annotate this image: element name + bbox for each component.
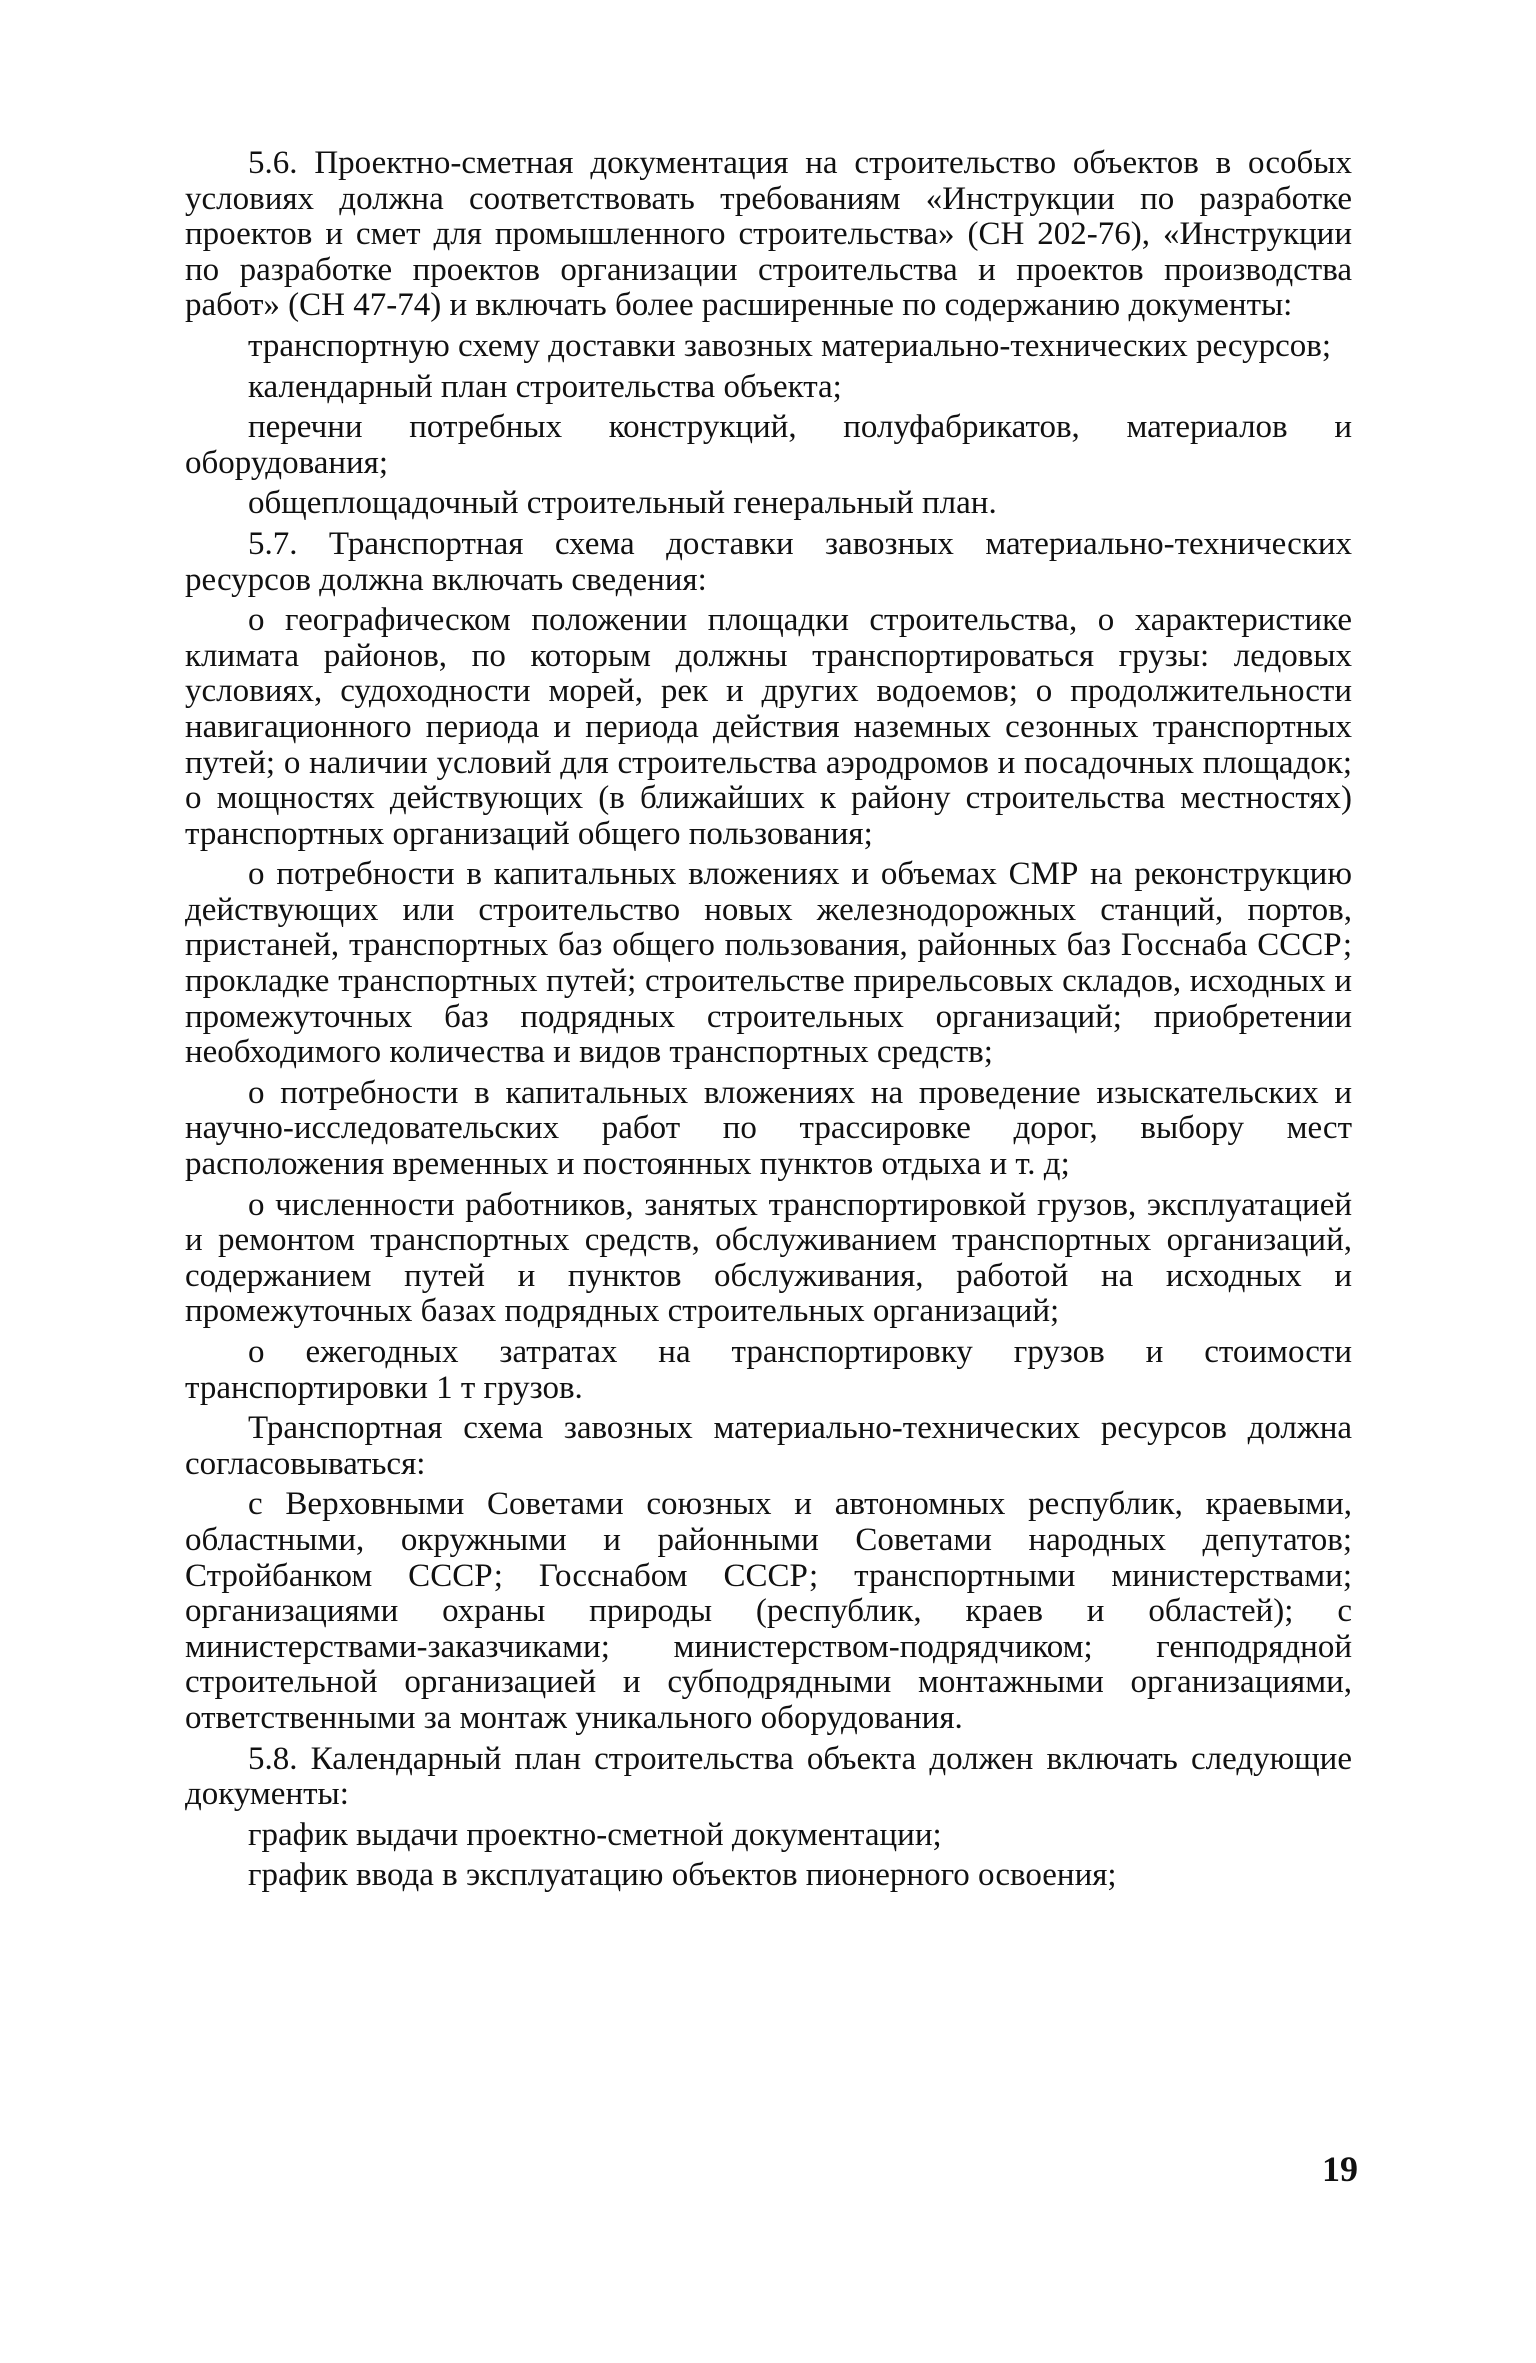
- list-item-commissioning-schedule: график ввода в эксплуатацию объектов пионерного освоения;: [248, 1857, 1117, 1894]
- list-item-workforce: о численности работников, занятых транспортировкой грузов, эксплуатацией и ремонтом транспортных средств, обслуживанием транспортных организаций, содержанием путей и пунктов обслуживания, работой на исходных и промежуточных базах подрядных строительных организаций;: [185, 1186, 1352, 1330]
- list-item-calendar-plan: календарный план строительства объекта;: [248, 368, 842, 405]
- document-page: [185, 142, 1352, 1899]
- paragraph-5-6: 5.6. Проектно-сметная документация на строительство объектов в особых условиях должна соответствовать требованиям «Инструкции по разработке проектов и смет для промышленного строительства» (СН 202-76), «Инструкции по разработке проектов организации строительства и проектов производства работ» (СН 47-74) и включать более расширенные по содержанию документы:: [185, 145, 1352, 324]
- list-item-transport-scheme: транспортную схему доставки завозных материально-технических ресурсов;: [248, 327, 1332, 364]
- list-item-design-schedule: график выдачи проектно-сметной документации;: [248, 1816, 942, 1853]
- paragraph-5-7: 5.7. Транспортная схема доставки завозных материально-технических ресурсов должна включать сведения:: [185, 525, 1352, 598]
- list-item-annual-costs: о ежегодных затратах на транспортировку грузов и стоимости транспортировки 1 т грузов.: [185, 1334, 1352, 1406]
- list-item-capital-investment-smr: о потребности в капитальных вложениях и объемах СМР на реконструкцию действующих или строительство новых железнодорожных станций, портов, пристаней, транспортных баз общего пользования, районных баз Госснаба СССР; прокладке транспортных путей; строительстве прирельсовых складов, исходных и промежуточных баз подрядных строительных организаций; приобретении необходимого количества и видов транспортных средств;: [185, 856, 1352, 1071]
- paragraph-5-8: 5.8. Календарный план строительства объекта должен включать следующие документы:: [185, 1740, 1352, 1813]
- paragraph-coordination: Транспортная схема завозных материально-технических ресурсов должна согласовываться:: [185, 1410, 1352, 1482]
- page-number: 19: [1322, 2149, 1358, 2189]
- list-item-capital-investment-surveys: о потребности в капитальных вложениях на проведение изыскательских и научно-исследовательских работ по трассировке дорог, выбору мест расположения временных и постоянных пунктов отдыха и т. д;: [185, 1074, 1352, 1183]
- list-item-general-plan: общеплощадочный строительный генеральный план.: [248, 485, 997, 522]
- list-item-lists-of-structures: перечни потребных конструкций, полуфабрикатов, материалов и оборудования;: [185, 409, 1352, 481]
- list-item-geographic-position: о географическом положении площадки строительства, о характеристике климата районов, по которым должны транспортироваться грузы: ледовых условиях, судоходности морей, рек и других водоемов; о продолжительности навигационного периода и периода действия наземных сезонных транспортных путей; о наличии условий для строительства аэродромов и посадочных площадок; о мощностях действующих (в ближайших к району строительства местностях) транспортных организаций общего пользования;: [185, 602, 1352, 852]
- list-item-coordination-parties: с Верховными Советами союзных и автономных республик, краевыми, областными, окружными и районными Советами народных депутатов; Стройбанком СССР; Госснабом СССР; транспортными министерствами; организациями охраны природы (республик, краев и областей); с министерствами-заказчиками; министерством-подрядчиком; генподрядной строительной организацией и субподрядными монтажными организациями, ответственными за монтаж уникального оборудования.: [185, 1486, 1352, 1736]
